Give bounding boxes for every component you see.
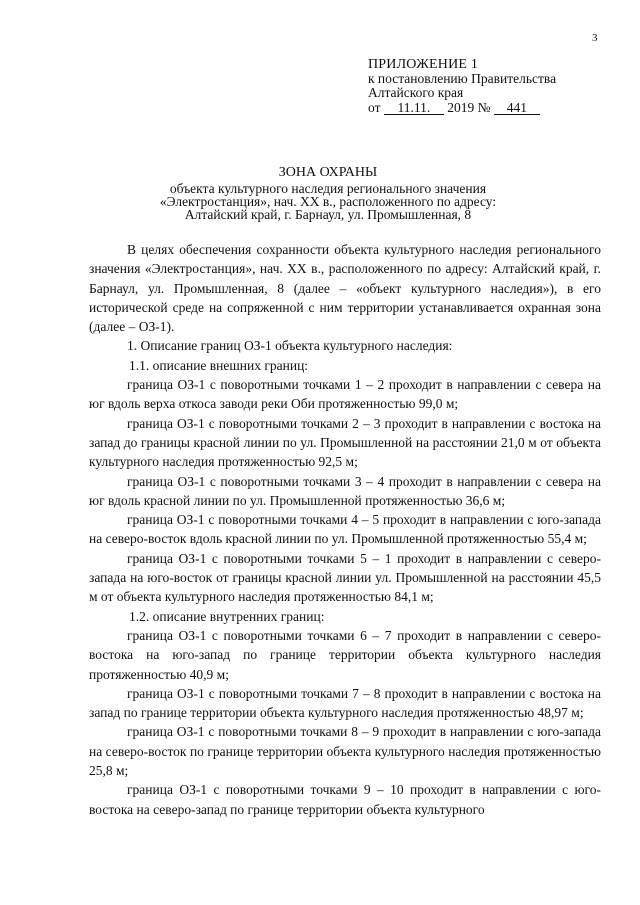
appendix-dateline [368, 101, 618, 115]
date-field: 11.11. [384, 101, 444, 115]
boundary-paragraph: граница ОЗ-1 с поворотными точками 9 – 10 проходит в направлении с юго-востока на северо-запад по границе территории объекта культурного [89, 782, 601, 817]
boundary-paragraph: граница ОЗ-1 с поворотными точками 5 – 1 проходит в направлении с северо-запада на юго-восток от границы красной линии ул. Промышленной на расстоянии 45,5 м от объекта культурного наследия протяженностью 84,1 м; [89, 550, 601, 605]
appendix-line-2: Алтайского края [368, 85, 464, 100]
appendix-line-1: к постановлению Правительства [368, 71, 557, 86]
zone-title: ЗОНА ОХРАНЫ [278, 165, 378, 180]
subsection-heading: 1.1. описание внешних границ: [129, 357, 309, 373]
body-text [89, 240, 601, 819]
year: 2019 [447, 100, 475, 115]
subsection-heading: 1.2. описание внутренних границ: [129, 608, 325, 624]
boundary-paragraph: граница ОЗ-1 с поворотными точками 1 – 2 проходит в направлении с севера на юг вдоль верха откоса заводи реки Оби протяженностью 99,0 м; [89, 377, 601, 412]
title-line-3: «Электростанция», нач. XX в., расположенного по адресу: [159, 194, 497, 209]
title-line-4: Алтайский край, г. Барнаул, ул. Промышленная, 8 [184, 207, 472, 222]
title-line-2: объекта культурного наследия регионального значения [169, 181, 487, 196]
appendix-heading: ПРИЛОЖЕНИЕ 1 [368, 57, 479, 72]
from-label: от [368, 100, 381, 115]
section-heading: 1. Описание границ ОЗ-1 объекта культурного наследия: [127, 338, 453, 354]
boundary-paragraph: граница ОЗ-1 с поворотными точками 8 – 9 проходит в направлении с юго-запада на северо-восток по границе территории объекта культурного наследия протяженностью 25,8 м; [89, 724, 601, 779]
boundary-paragraph: граница ОЗ-1 с поворотными точками 3 – 4 проходит в направлении с севера на юг вдоль красной линии по ул. Промышленной протяженностью 36,6 м; [89, 473, 601, 508]
number-field: 441 [494, 101, 540, 115]
boundary-paragraph: граница ОЗ-1 с поворотными точками 7 – 8 проходит в направлении с востока на запад по границе территории объекта культурного наследия протяженностью 48,97 м; [89, 685, 601, 721]
intro-paragraph: В целях обеспечения сохранности объекта культурного наследия регионального значения «Электростанция», нач. XX в., расположенного по адресу: Алтайский край, г. Барнаул, ул. Промышленная, 8 (далее – «объект культурного наследия»), в его исторической среде на сопряженной с ним территории устанавливается охранная зона (далее – ОЗ-1). [89, 242, 601, 335]
boundary-paragraph: граница ОЗ-1 с поворотными точками 2 – 3 проходит в направлении с востока на запад до границы красной линии по ул. Промышленной на расстоянии 21,0 м от объекта культурного наследия протяженностью 92,5 м; [89, 415, 601, 470]
page-number: 3 [592, 32, 598, 44]
appendix-block [368, 58, 618, 115]
boundary-paragraph: граница ОЗ-1 с поворотными точками 4 – 5 проходит в направлении с юго-запада на северо-восток вдоль красной линии по ул. Промышленной протяженностью 55,4 м; [89, 512, 601, 547]
number-label: № [477, 100, 491, 115]
title-block [118, 166, 538, 221]
boundary-paragraph: граница ОЗ-1 с поворотными точками 6 – 7 проходит в направлении с северо-востока на юго-запад по границе территории объекта культурного наследия протяженностью 40,9 м; [89, 627, 601, 682]
